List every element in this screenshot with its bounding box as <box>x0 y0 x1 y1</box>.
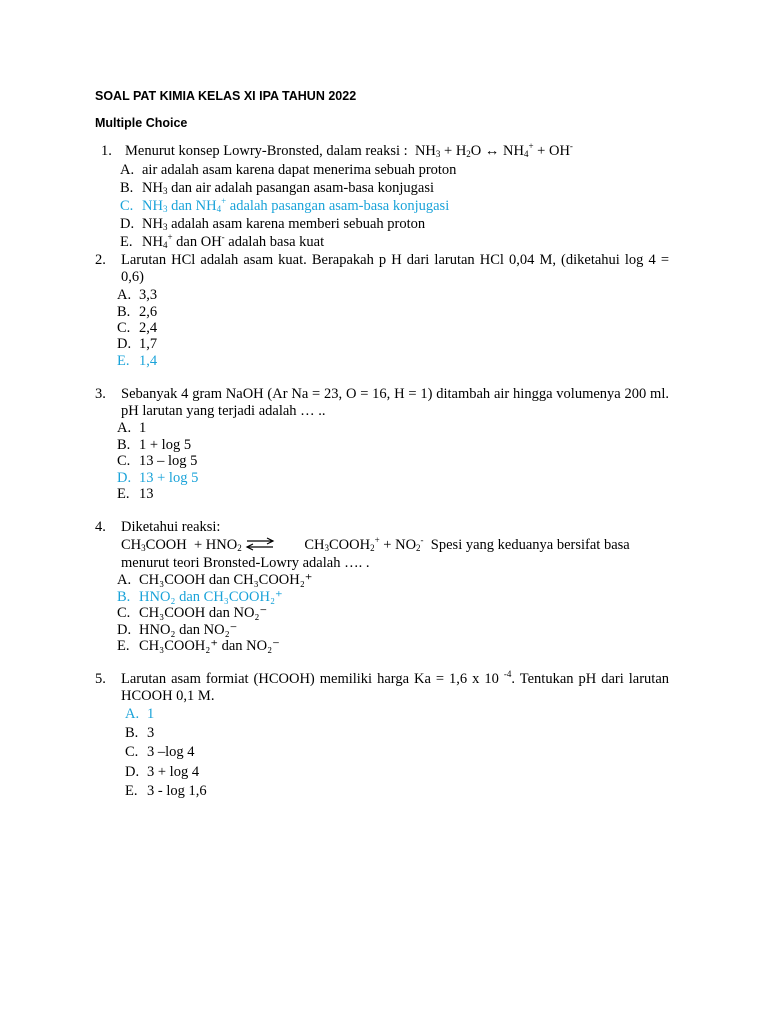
q5-option-e[interactable]: E. 3 - log 1,6 <box>125 783 207 799</box>
equilibrium-arrow-icon <box>245 537 275 551</box>
question-text: Menurut konsep Lowry-Bronsted, dalam reaksi : $NH_3 + H_2O$ ↔ $NH_4^+ + OH^-$ <box>125 141 573 159</box>
question-number: 1. <box>101 143 112 159</box>
q2-option-a[interactable]: A. 3,3 <box>117 287 158 303</box>
question-1 <box>101 143 701 160</box>
q2-option-b[interactable]: B. 2,6 <box>117 304 158 320</box>
q3-option-d-answer[interactable]: D. 13 + log 5 <box>117 470 199 486</box>
question-number: 5. <box>95 671 106 687</box>
q2-option-e-answer[interactable]: E. 1,4 <box>117 353 158 369</box>
q3-option-b[interactable]: B. 1 + log 5 <box>117 437 192 453</box>
q3-option-c[interactable]: C. 13 – log 5 <box>117 453 198 469</box>
question-text: Larutan HCl adalah asam kuat. Berapakah p H dari larutan HCl 0,04 M, (diketahui log 4 = 0,6) <box>121 252 669 285</box>
q4-option-e[interactable]: E. CH₃COOH₂⁺ dan NO₂⁻ <box>117 638 280 654</box>
question-text: Larutan asam formiat (HCOOH) memiliki harga Ka = 1,6 x 10 $^{-4}$. Tentukan pH dari larutan HCOOH 0,1 M. <box>121 669 670 704</box>
q2-option-c[interactable]: C. 2,4 <box>117 320 158 336</box>
q2-option-d[interactable]: D. 1,7 <box>117 336 158 352</box>
q1-option-d[interactable]: D. $NH_3$ adalah asam karena memberi sebuah proton <box>120 216 426 232</box>
q4-option-a[interactable]: A. CH₃COOH dan CH₃COOH₂⁺ <box>117 572 313 588</box>
q3-option-a[interactable]: A. 1 <box>117 420 147 436</box>
q1-option-c-answer[interactable]: C. $NH_3$ dan $NH_4^+$ adalah pasangan asam-basa konjugasi <box>120 196 450 214</box>
q4-option-d[interactable]: D. HNO₂ dan NO₂⁻ <box>117 622 238 638</box>
q4-option-c[interactable]: C. CH₃COOH dan NO₂⁻ <box>117 605 268 621</box>
question-number: 2. <box>95 252 106 268</box>
q1-option-e[interactable]: E. $NH_4^+$ dan OH- adalah basa kuat <box>120 232 325 250</box>
q5-option-d[interactable]: D. 3 + log 4 <box>125 764 200 780</box>
q4-reaction-line: $CH_3COOH + HNO_2$ $CH_3COOH_2^+ + NO_2^-$ Spesi yang keduanya bersifat basa <box>121 535 630 553</box>
question-intro: Diketahui reaksi: <box>121 519 221 535</box>
section-heading: Multiple Choice <box>95 116 188 130</box>
q4-option-b-answer[interactable]: B. HNO₂ dan CH₃COOH₂⁺ <box>117 589 283 605</box>
question-number: 3. <box>95 386 106 402</box>
question-2 <box>95 252 675 286</box>
q5-option-c[interactable]: C. 3 –log 4 <box>125 744 195 760</box>
q4-question-line: menurut teori Bronsted-Lowry adalah …. . <box>121 555 370 571</box>
question-5 <box>95 671 675 705</box>
q5-option-b[interactable]: B. 3 <box>125 725 155 741</box>
q3-option-e[interactable]: E. 13 <box>117 486 154 502</box>
question-3 <box>95 386 675 420</box>
document-title: SOAL PAT KIMIA KELAS XI IPA TAHUN 2022 <box>95 89 357 103</box>
question-text: Sebanyak 4 gram NaOH (Ar Na = 23, O = 16, H = 1) ditambah air hingga volumenya 200 ml. pH larutan yang terjadi adalah … .. <box>121 386 669 419</box>
question-number: 4. <box>95 519 106 535</box>
q1-option-b[interactable]: B. $NH_3$ dan air adalah pasangan asam-basa konjugasi <box>120 180 434 196</box>
q1-option-a[interactable]: A. air adalah asam karena dapat menerima sebuah proton <box>120 162 457 178</box>
question-4 <box>95 519 675 536</box>
q5-option-a-answer[interactable]: A. 1 <box>125 706 155 722</box>
